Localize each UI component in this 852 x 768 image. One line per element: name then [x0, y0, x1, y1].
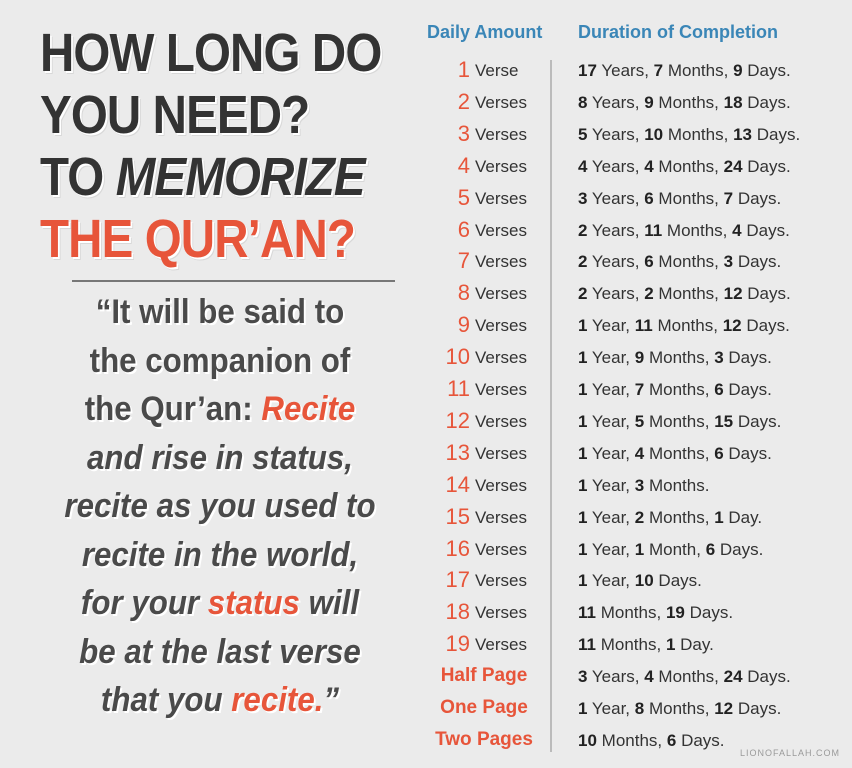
- duration-unit: Years,: [591, 667, 640, 687]
- verse-count: 7: [457, 248, 470, 274]
- quote-recite: Recite: [261, 390, 356, 428]
- verse-count: 14: [445, 471, 470, 497]
- verse-count: 5: [457, 184, 470, 210]
- divider-rule: [72, 280, 395, 282]
- duration-number: 1: [578, 348, 588, 368]
- duration-number: 1: [578, 475, 588, 495]
- verse-count: 9: [457, 312, 470, 338]
- duration-number: 1: [578, 699, 588, 718]
- duration-number: 3: [723, 252, 734, 272]
- duration-number: 1: [578, 571, 588, 591]
- table-row: [420, 88, 840, 124]
- duration-number: 9: [644, 92, 654, 112]
- duration-unit: Days.: [746, 220, 790, 240]
- duration-unit: Months,: [667, 61, 729, 80]
- duration-cell: [578, 93, 791, 113]
- duration-unit: Months,: [658, 667, 719, 687]
- duration-unit: Days.: [746, 316, 790, 336]
- duration-cell: [578, 157, 791, 177]
- verse-count: 3: [457, 120, 470, 146]
- verse-count: 4: [457, 152, 470, 178]
- duration-unit: Months,: [666, 220, 728, 240]
- verse-unit: Verses: [475, 284, 527, 304]
- duration-number: 8: [578, 92, 588, 112]
- headline-line-2: YOU NEED?: [40, 85, 310, 145]
- duration-unit: Year,: [591, 539, 631, 559]
- duration-number: 6: [644, 188, 654, 208]
- table-row: [420, 567, 840, 602]
- duration-unit: Year,: [591, 571, 631, 591]
- verse-unit: Verses: [475, 571, 527, 591]
- duration-number: 4: [732, 220, 742, 240]
- duration-unit: Days.: [737, 411, 782, 431]
- site-credit: LIONOFALLAH.COM: [739, 748, 840, 758]
- duration-unit: Year,: [591, 443, 631, 463]
- duration-number: 3: [578, 188, 588, 208]
- quote-line-6: recite in the world,: [81, 535, 359, 574]
- table-row: [420, 344, 840, 379]
- verse-count: 19: [445, 631, 470, 657]
- duration-unit: Months,: [657, 316, 718, 336]
- duration-number: 12: [714, 699, 734, 718]
- duration-number: 1: [578, 507, 588, 527]
- verse-count: 1: [457, 57, 470, 82]
- quote-line-5: recite as you used to: [64, 487, 376, 525]
- verse-unit: Verses: [475, 156, 527, 176]
- verse-unit: Verses: [475, 124, 527, 144]
- duration-cell: [578, 125, 800, 145]
- duration-number: 3: [578, 667, 588, 687]
- quote-line-3: [45, 385, 395, 434]
- quote-line-4: and rise in status,: [87, 438, 353, 477]
- duration-cell: [578, 508, 762, 528]
- duration-unit: Year,: [591, 507, 631, 527]
- quote-status: status: [207, 584, 300, 622]
- table-row: [420, 280, 840, 315]
- headline-line-4: [40, 208, 356, 270]
- duration-unit: Months,: [658, 284, 719, 304]
- table-row: [420, 439, 840, 475]
- duration-cell: [578, 444, 772, 464]
- duration-cell: [578, 412, 781, 432]
- table-row: [420, 184, 840, 220]
- duration-number: 9: [634, 348, 645, 368]
- table-row: [420, 376, 840, 411]
- quote-recite-end: recite.: [231, 681, 324, 719]
- duration-unit: Months,: [648, 507, 710, 527]
- duration-unit: Months,: [648, 411, 710, 431]
- duration-number: 13: [733, 124, 752, 144]
- verse-unit: Verses: [475, 443, 527, 463]
- duration-unit: Year,: [591, 348, 631, 368]
- verse-unit: Verses: [475, 348, 527, 368]
- verse-count: 10: [445, 344, 470, 370]
- verse-count: 12: [445, 407, 470, 433]
- verse-unit: Verses: [475, 188, 527, 208]
- verse-count: 16: [445, 535, 470, 561]
- duration-cell: [578, 571, 702, 591]
- duration-number: 11: [578, 635, 596, 655]
- duration-cell: [578, 476, 709, 496]
- duration-unit: Years,: [601, 61, 649, 80]
- duration-number: 6: [705, 539, 716, 559]
- quote-line-9-a: that you: [100, 681, 223, 719]
- verse-unit: Verses: [475, 507, 527, 527]
- duration-unit: Days.: [681, 730, 725, 750]
- duration-unit: Days.: [737, 188, 782, 208]
- duration-number: 5: [578, 124, 588, 144]
- column-header-daily-amount: Daily Amount: [427, 22, 543, 42]
- duration-cell: [578, 635, 714, 655]
- verse-unit: Verses: [475, 539, 527, 559]
- duration-unit: Days.: [747, 284, 791, 304]
- duration-unit: Months,: [658, 156, 719, 176]
- table-row: [420, 503, 840, 539]
- duration-unit: Months,: [658, 252, 719, 272]
- duration-number: 4: [634, 443, 645, 463]
- duration-number: 10: [634, 571, 654, 591]
- duration-cell: [578, 540, 763, 560]
- verse-unit: Verses: [475, 635, 527, 655]
- quote-line-7-c: will: [308, 584, 360, 622]
- duration-number: 7: [723, 188, 734, 208]
- duration-number: 1: [665, 635, 676, 655]
- duration-unit: Days.: [728, 380, 772, 399]
- duration-number: 17: [578, 61, 597, 80]
- verse-unit: Verses: [475, 380, 527, 399]
- headline-line-3: [40, 146, 365, 208]
- duration-unit: Year,: [591, 411, 631, 431]
- duration-unit: Day.: [728, 507, 763, 527]
- duration-cell: [578, 603, 733, 623]
- duration-unit: Years,: [591, 252, 640, 272]
- table-row: [420, 248, 840, 283]
- duration-number: 7: [634, 380, 645, 399]
- duration-unit: Months,: [648, 443, 710, 463]
- duration-number: 1: [578, 316, 588, 336]
- duration-unit: Days.: [747, 156, 791, 176]
- table-row: [420, 152, 840, 188]
- duration-unit: Days.: [689, 603, 734, 623]
- duration-number: 10: [578, 730, 597, 750]
- duration-cell: [578, 61, 791, 81]
- duration-number: 19: [665, 603, 685, 623]
- quote-line-8: be at the last verse: [79, 632, 361, 671]
- quote-line-2: the companion of: [89, 341, 351, 380]
- duration-number: 2: [644, 284, 654, 304]
- quote-line-7-a: for your: [80, 584, 200, 622]
- duration-unit: Days.: [747, 92, 791, 112]
- verse-count: 18: [445, 599, 470, 625]
- duration-cell: [578, 189, 781, 209]
- duration-unit: Days.: [658, 571, 702, 591]
- duration-number: 18: [723, 92, 743, 112]
- duration-unit: Months,: [658, 92, 719, 112]
- duration-number: 15: [714, 411, 734, 431]
- duration-unit: Year,: [591, 699, 631, 718]
- table-row: [420, 312, 840, 347]
- duration-unit: Months,: [648, 380, 710, 399]
- duration-cell: [578, 699, 781, 719]
- duration-unit: Days.: [719, 539, 764, 559]
- duration-number: 12: [722, 316, 742, 336]
- duration-unit: Months,: [648, 699, 710, 718]
- duration-number: 4: [644, 156, 654, 176]
- duration-unit: Months,: [601, 730, 663, 750]
- table-row: [420, 666, 840, 698]
- duration-number: 2: [634, 507, 645, 527]
- headline-quran: THE QUR’AN?: [40, 209, 356, 269]
- verse-count: 15: [445, 503, 470, 529]
- duration-cell: [578, 284, 791, 304]
- verse-unit: Verses: [475, 475, 527, 495]
- duration-cell: [578, 348, 772, 368]
- duration-number: 2: [578, 220, 588, 240]
- duration-unit: Days.: [728, 348, 772, 368]
- verse-unit: Verses: [475, 603, 527, 623]
- duration-number: 8: [634, 699, 645, 718]
- quote-line-9: [45, 676, 395, 725]
- verse-unit: Verses: [475, 220, 527, 240]
- duration-unit: Months,: [648, 348, 710, 368]
- table-row: [420, 120, 840, 156]
- verse-count: 17: [445, 567, 470, 593]
- duration-number: 6: [714, 443, 724, 463]
- verse-count: 13: [445, 439, 470, 465]
- duration-unit: Months,: [658, 188, 719, 208]
- duration-unit: Days.: [747, 61, 791, 80]
- duration-unit: Months,: [600, 635, 662, 655]
- duration-number: 12: [723, 284, 743, 304]
- table-row: [420, 216, 840, 252]
- duration-number: 11: [634, 316, 653, 336]
- page-amount: Two Pages: [435, 728, 533, 750]
- verse-unit: Verses: [475, 316, 527, 336]
- duration-number: 11: [578, 603, 596, 623]
- verse-count: 8: [457, 280, 470, 306]
- duration-number: 4: [644, 667, 654, 687]
- duration-unit: Day.: [680, 635, 714, 655]
- table-row: [420, 631, 840, 666]
- duration-unit: Days.: [737, 699, 782, 718]
- verse-count: 2: [457, 88, 470, 114]
- duration-unit: Years,: [591, 156, 640, 176]
- duration-number: 1: [714, 507, 724, 527]
- duration-number: 10: [644, 124, 664, 144]
- duration-number: 1: [634, 539, 645, 559]
- verse-count: 6: [457, 216, 470, 242]
- duration-unit: Days.: [728, 443, 772, 463]
- hadith-quote: [30, 288, 410, 725]
- duration-number: 1: [578, 411, 588, 431]
- duration-unit: Days.: [737, 252, 782, 272]
- headline-memorize: MEMORIZE: [115, 147, 365, 207]
- duration-number: 5: [634, 411, 645, 431]
- verse-unit: Verse: [475, 61, 519, 80]
- duration-unit: Years,: [591, 124, 640, 144]
- verse-unit: Verses: [475, 92, 527, 112]
- duration-cell: [578, 667, 791, 687]
- duration-number: 1: [578, 380, 588, 399]
- duration-unit: Days.: [747, 667, 791, 687]
- table-row: [420, 471, 840, 507]
- duration-number: 4: [578, 156, 588, 176]
- duration-number: 2: [578, 284, 588, 304]
- duration-number: 7: [653, 61, 664, 80]
- table-row: [420, 599, 840, 634]
- duration-number: 24: [723, 156, 743, 176]
- duration-unit: Years,: [591, 220, 640, 240]
- duration-unit: Month,: [648, 539, 701, 559]
- duration-number: 3: [714, 348, 724, 368]
- duration-cell: [578, 731, 725, 751]
- verse-unit: Verses: [475, 411, 527, 431]
- duration-unit: Years,: [591, 92, 640, 112]
- duration-number: 1: [578, 539, 588, 559]
- headline-to: TO: [40, 147, 104, 207]
- verse-count: 11: [447, 376, 470, 401]
- duration-cell: [578, 316, 790, 336]
- page-amount: Half Page: [440, 665, 528, 687]
- verse-unit: Verses: [475, 252, 527, 272]
- page-amount: One Page: [440, 697, 528, 718]
- table-row: [420, 57, 840, 92]
- quote-close-mark: ”: [323, 681, 340, 719]
- quote-line-1: “It will be said to: [95, 293, 345, 331]
- duration-cell: [578, 252, 781, 272]
- duration-unit: Years,: [591, 284, 640, 304]
- duration-unit: Months,: [667, 124, 729, 144]
- quote-line-3-text: the Qur’an:: [84, 390, 253, 428]
- duration-number: 6: [666, 730, 677, 750]
- table-row: [420, 535, 840, 571]
- duration-unit: Year,: [591, 380, 631, 399]
- duration-number: 6: [644, 252, 654, 272]
- quote-line-7: [45, 579, 395, 628]
- duration-number: 3: [634, 475, 645, 495]
- duration-cell: [578, 221, 790, 241]
- duration-number: 6: [714, 380, 724, 399]
- duration-number: 11: [644, 220, 663, 240]
- duration-unit: Months,: [600, 603, 662, 623]
- table-row: [420, 698, 840, 730]
- duration-unit: Years,: [591, 188, 640, 208]
- column-header-duration: Duration of Completion: [578, 22, 778, 42]
- title-panel: [30, 22, 395, 725]
- table-row: [420, 407, 840, 443]
- duration-unit: Months.: [648, 475, 710, 495]
- duration-unit: Year,: [591, 475, 631, 495]
- duration-number: 1: [578, 443, 588, 463]
- duration-number: 24: [723, 667, 743, 687]
- duration-cell: [578, 380, 772, 400]
- duration-unit: Days.: [756, 124, 801, 144]
- duration-number: 9: [733, 61, 743, 80]
- duration-number: 2: [578, 252, 588, 272]
- duration-unit: Year,: [591, 316, 631, 336]
- headline-line-1: HOW LONG DO: [40, 23, 382, 83]
